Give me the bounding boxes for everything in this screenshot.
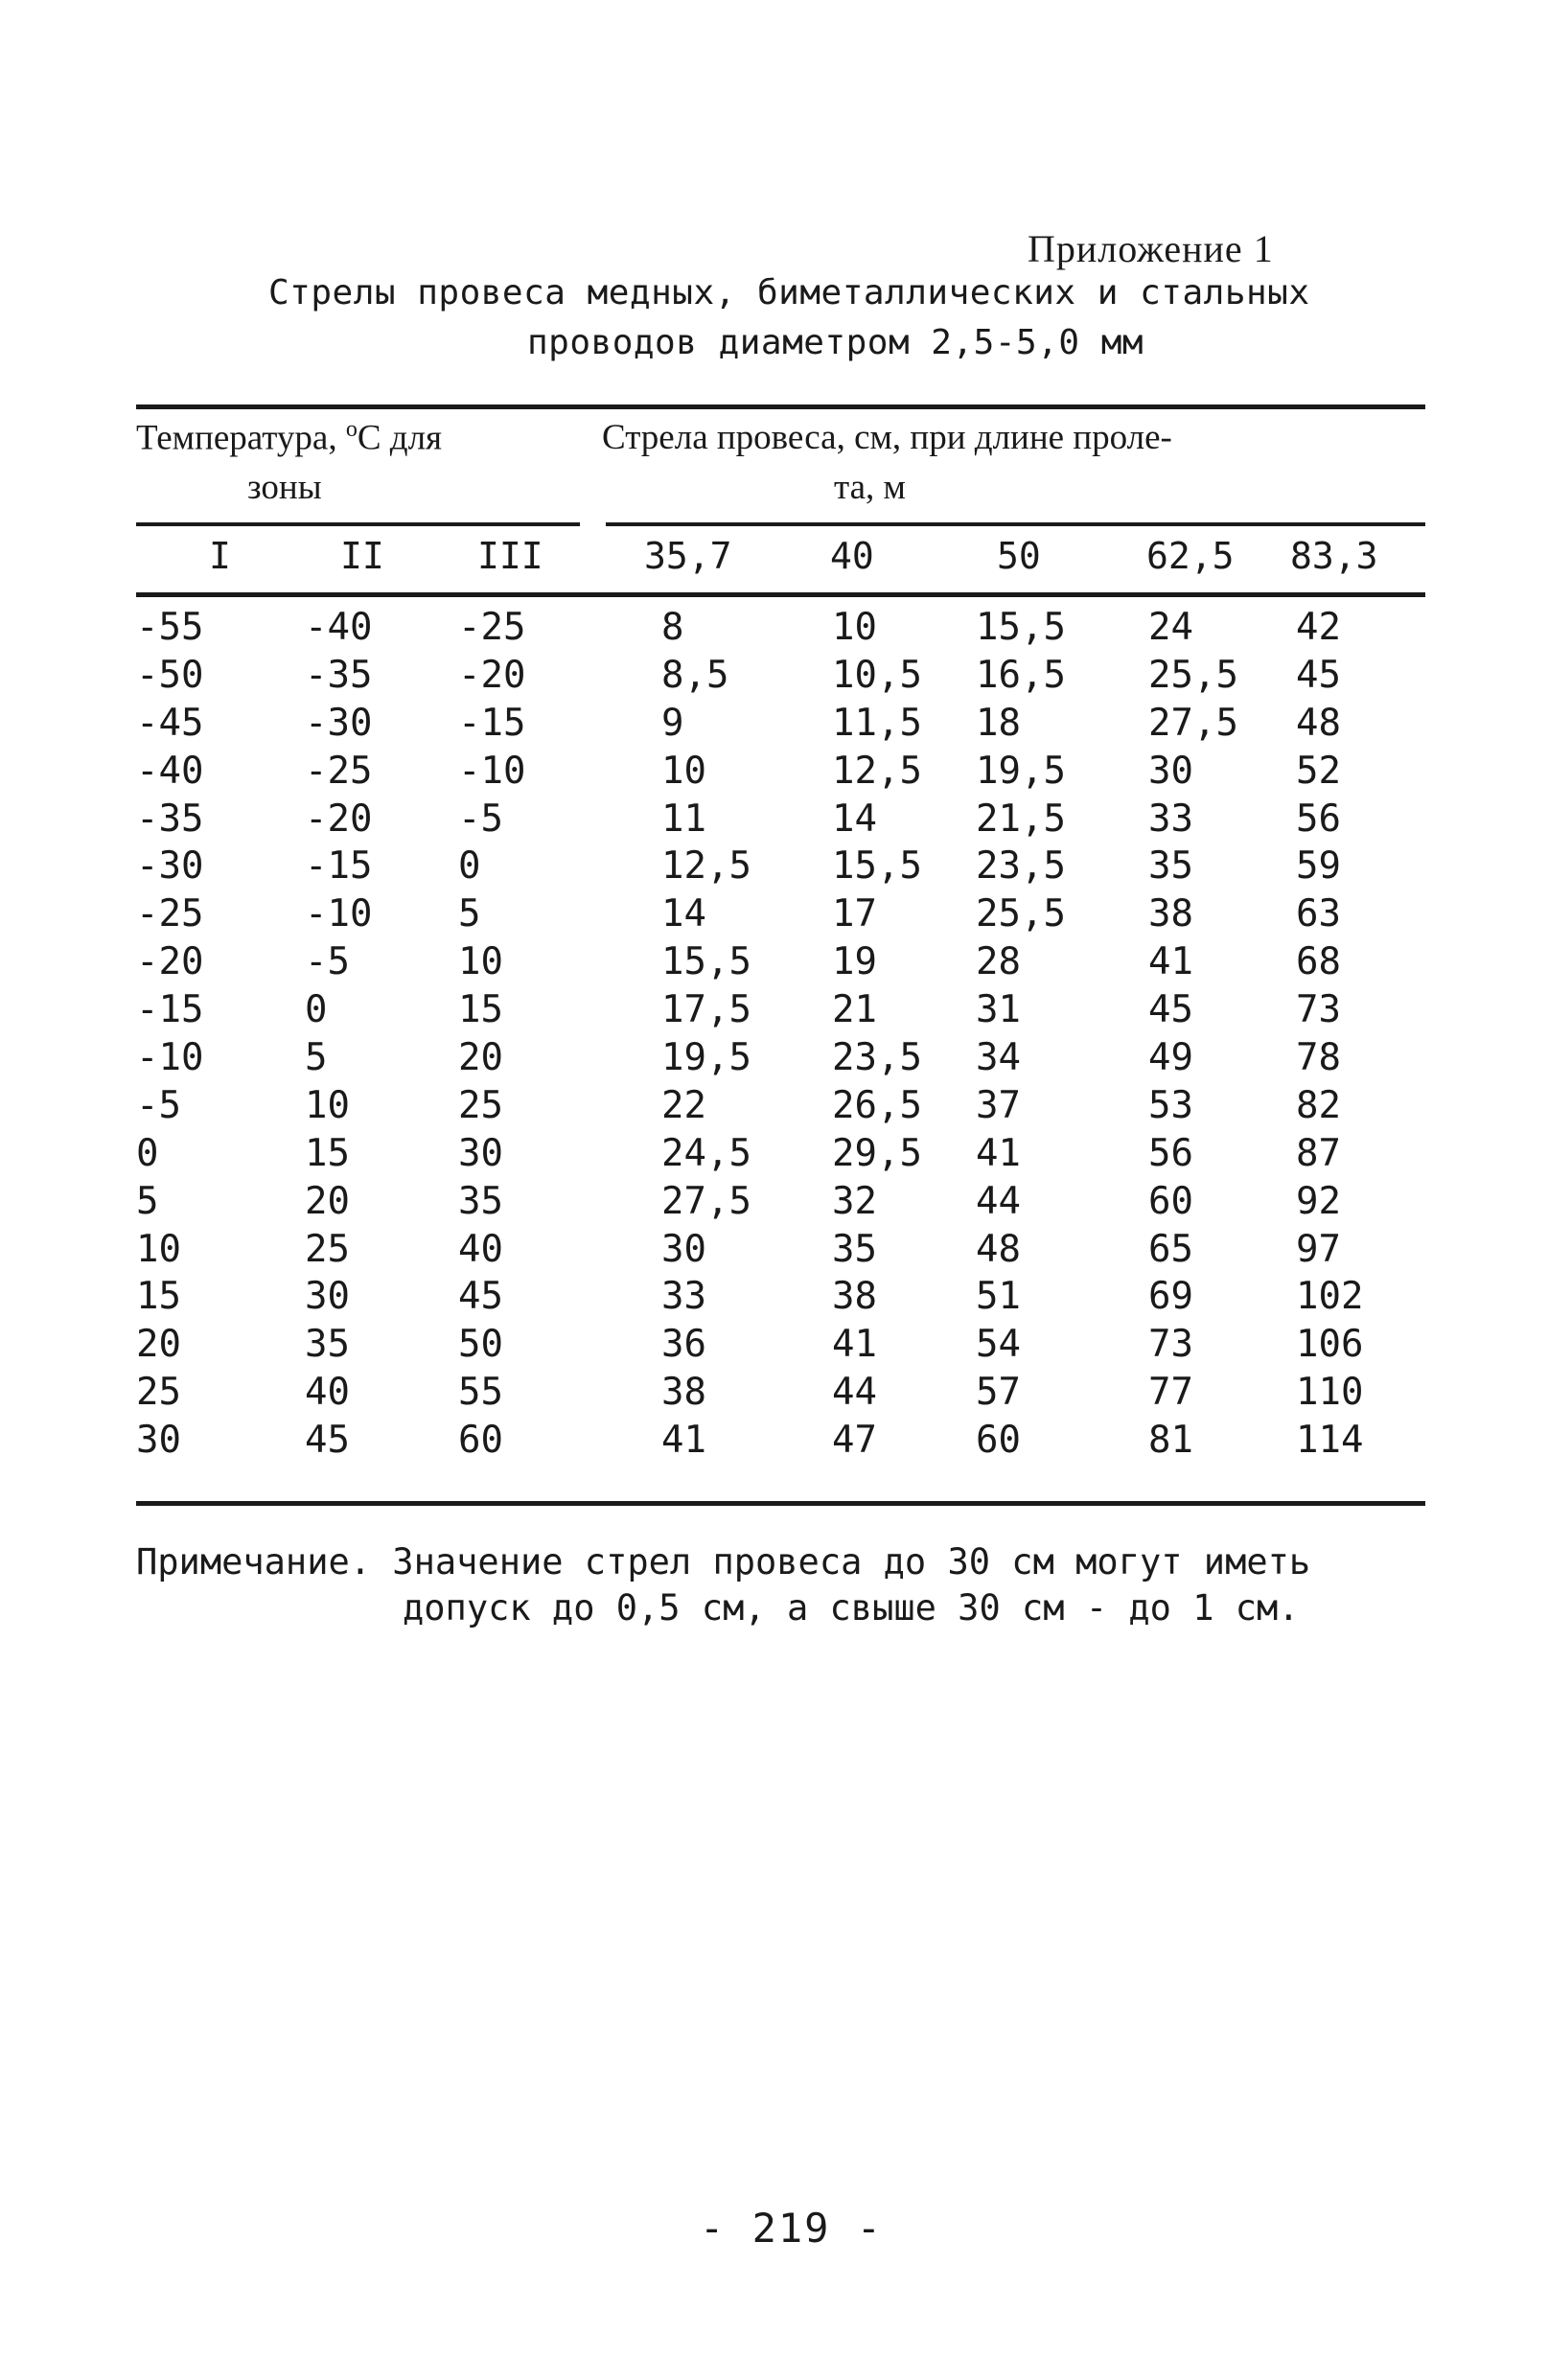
table-row: [0, 1178, 1548, 1226]
table-cell: 102: [1296, 1275, 1364, 1319]
table-cell: 47: [832, 1419, 877, 1463]
table-cell: 55: [458, 1371, 503, 1415]
table-cell: 33: [1148, 797, 1193, 841]
table-cell: -40: [136, 749, 204, 793]
table-cell: -30: [305, 701, 373, 745]
table-cell: 56: [1148, 1131, 1193, 1175]
table-cell: -25: [458, 606, 526, 649]
table-cell: 40: [305, 1371, 350, 1415]
table-cell: 81: [1148, 1419, 1193, 1463]
table-cell: 63: [1296, 892, 1341, 936]
table-cell: 41: [1148, 940, 1193, 984]
table-cell: 92: [1296, 1179, 1341, 1223]
table-cell: -5: [458, 797, 503, 841]
table-cell: -40: [305, 606, 373, 649]
table-cell: -10: [136, 1036, 204, 1080]
table-cell: 17,5: [661, 988, 751, 1032]
table-cell: -5: [136, 1083, 181, 1127]
table-row: [0, 748, 1548, 796]
header-sag-line2: та, м: [834, 468, 906, 507]
table-cell: 35: [458, 1179, 503, 1223]
table-cell: -20: [136, 940, 204, 984]
table-cell: 29,5: [832, 1131, 922, 1175]
table-cell: -15: [136, 988, 204, 1032]
table-cell: 106: [1296, 1323, 1364, 1367]
table-row: [0, 1082, 1548, 1130]
table-cell: 8: [661, 606, 684, 649]
table-cell: 30: [661, 1227, 706, 1271]
table-cell: 65: [1148, 1227, 1193, 1271]
table-cell: 60: [1148, 1179, 1193, 1223]
table-cell: 25,5: [976, 892, 1066, 936]
table-cell: 23,5: [832, 1036, 922, 1080]
table-cell: -20: [305, 797, 373, 841]
table-cell: -30: [136, 844, 204, 889]
table-cell: 15: [458, 988, 503, 1032]
table-cell: 15,5: [832, 844, 922, 889]
table-cell: -5: [305, 940, 350, 984]
table-cell: -10: [305, 892, 373, 936]
appendix-label: Приложение 1: [1028, 227, 1274, 270]
table-cell: 22: [661, 1083, 706, 1127]
table-cell: -45: [136, 701, 204, 745]
table-cell: 30: [458, 1131, 503, 1175]
table-cell: -50: [136, 653, 204, 697]
data-table-body: [0, 604, 1548, 1465]
table-row: [0, 604, 1548, 652]
table-cell: 0: [136, 1131, 159, 1175]
table-cell: 15,5: [976, 606, 1066, 649]
table-cell: 10: [458, 940, 503, 984]
table-cell: 8,5: [661, 653, 729, 697]
table-cell: 30: [1148, 749, 1193, 793]
column-header: 35,7: [644, 535, 732, 577]
table-caption-line2: проводов диаметром 2,5-5,0 мм: [527, 323, 1144, 362]
table-cell: 33: [661, 1275, 706, 1319]
table-row: [0, 843, 1548, 890]
table-cell: 38: [832, 1275, 877, 1319]
table-row: [0, 1321, 1548, 1369]
table-cell: 110: [1296, 1371, 1364, 1415]
table-cell: 53: [1148, 1083, 1193, 1127]
table-cell: 18: [976, 701, 1021, 745]
table-cell: 36: [661, 1323, 706, 1367]
table-cell: 40: [458, 1227, 503, 1271]
table-cell: 38: [661, 1371, 706, 1415]
table-row: [0, 1226, 1548, 1274]
table-cell: 87: [1296, 1131, 1341, 1175]
table-cell: -15: [458, 701, 526, 745]
table-cell: 45: [1148, 988, 1193, 1032]
table-cell: 27,5: [661, 1179, 751, 1223]
table-cell: 44: [832, 1371, 877, 1415]
table-cell: 50: [458, 1323, 503, 1367]
table-cell: 17: [832, 892, 877, 936]
table-cell: 11: [661, 797, 706, 841]
note-line2: допуск до 0,5 см, а свыше 30 см - до 1 см.: [403, 1587, 1300, 1629]
table-cell: 20: [305, 1179, 350, 1223]
column-header: 50: [997, 535, 1041, 577]
table-cell: 60: [976, 1419, 1021, 1463]
table-cell: 56: [1296, 797, 1341, 841]
table-cell: 14: [832, 797, 877, 841]
table-cell: 44: [976, 1179, 1021, 1223]
table-cell: 68: [1296, 940, 1341, 984]
header-temperature-line2: зоны: [247, 468, 322, 507]
column-header: 83,3: [1290, 535, 1378, 577]
table-row: [0, 1130, 1548, 1178]
table-cell: 19,5: [661, 1036, 751, 1080]
table-cell: 34: [976, 1036, 1021, 1080]
table-cell: -10: [458, 749, 526, 793]
table-cell: 24: [1148, 606, 1193, 649]
table-cell: 73: [1296, 988, 1341, 1032]
table-cell: 45: [458, 1275, 503, 1319]
table-cell: 42: [1296, 606, 1341, 649]
table-cell: 48: [1296, 701, 1341, 745]
note-line1: Примечание. Значение стрел провеса до 30 см могут иметь: [136, 1541, 1311, 1583]
table-row: [0, 986, 1548, 1034]
column-header: 62,5: [1146, 535, 1235, 577]
page-number: - 219 -: [700, 2205, 884, 2252]
table-cell: 57: [976, 1371, 1021, 1415]
table-cell: 45: [1296, 653, 1341, 697]
table-cell: -35: [305, 653, 373, 697]
column-header: III: [477, 535, 543, 577]
table-cell: -20: [458, 653, 526, 697]
table-cell: 12,5: [661, 844, 751, 889]
table-cell: 54: [976, 1323, 1021, 1367]
table-cell: 21: [832, 988, 877, 1032]
table-cell: 19: [832, 940, 877, 984]
table-cell: 10: [305, 1083, 350, 1127]
table-cell: 28: [976, 940, 1021, 984]
table-cell: 16,5: [976, 653, 1066, 697]
table-row: [0, 652, 1548, 700]
table-cell: 15,5: [661, 940, 751, 984]
column-header: 40: [830, 535, 874, 577]
table-cell: 51: [976, 1275, 1021, 1319]
header-sag-line1: Стрела провеса, см, при длине проле-: [602, 418, 1172, 457]
table-cell: -35: [136, 797, 204, 841]
table-caption-line1: Стрелы провеса медных, биметаллических и стальных: [268, 273, 1310, 312]
table-cell: 30: [136, 1419, 181, 1463]
table-cell: 48: [976, 1227, 1021, 1271]
table-cell: -15: [305, 844, 373, 889]
table-cell: 73: [1148, 1323, 1193, 1367]
table-cell: -55: [136, 606, 204, 649]
table-row: [0, 1273, 1548, 1321]
table-cell: 59: [1296, 844, 1341, 889]
table-row: [0, 1369, 1548, 1417]
table-row: [0, 700, 1548, 748]
table-cell: -25: [136, 892, 204, 936]
table-cell: 38: [1148, 892, 1193, 936]
table-top-rule: [136, 404, 1425, 409]
table-cell: 45: [305, 1419, 350, 1463]
table-cell: 37: [976, 1083, 1021, 1127]
table-row: [0, 1034, 1548, 1082]
table-cell: 12,5: [832, 749, 922, 793]
header-temperature-line1: Температура, $^о$С для: [136, 417, 443, 458]
table-cell: 23,5: [976, 844, 1066, 889]
table-cell: 9: [661, 701, 684, 745]
table-cell: 82: [1296, 1083, 1341, 1127]
table-cell: 11,5: [832, 701, 922, 745]
table-row: [0, 890, 1548, 938]
table-cell: 52: [1296, 749, 1341, 793]
header-left-underline: [136, 522, 580, 526]
table-cell: 15: [136, 1275, 181, 1319]
table-cell: 49: [1148, 1036, 1193, 1080]
table-cell: -25: [305, 749, 373, 793]
table-cell: 27,5: [1148, 701, 1238, 745]
table-cell: 10: [832, 606, 877, 649]
table-cell: 41: [832, 1323, 877, 1367]
table-cell: 25: [136, 1371, 181, 1415]
table-cell: 35: [1148, 844, 1193, 889]
table-cell: 10: [661, 749, 706, 793]
column-header: I: [209, 535, 231, 577]
table-cell: 25: [305, 1227, 350, 1271]
table-cell: 0: [458, 844, 481, 889]
table-cell: 24,5: [661, 1131, 751, 1175]
table-cell: 30: [305, 1275, 350, 1319]
table-cell: 5: [458, 892, 481, 936]
table-cell: 26,5: [832, 1083, 922, 1127]
header-right-underline: [606, 522, 1425, 526]
table-cell: 10: [136, 1227, 181, 1271]
table-cell: 77: [1148, 1371, 1193, 1415]
table-cell: 5: [136, 1179, 159, 1223]
table-cell: 41: [976, 1131, 1021, 1175]
table-cell: 19,5: [976, 749, 1066, 793]
table-cell: 20: [136, 1323, 181, 1367]
table-cell: 35: [832, 1227, 877, 1271]
table-cell: 31: [976, 988, 1021, 1032]
table-cell: 25: [458, 1083, 503, 1127]
table-row: [0, 1417, 1548, 1465]
table-cell: 32: [832, 1179, 877, 1223]
table-row: [0, 938, 1548, 986]
table-cell: 60: [458, 1419, 503, 1463]
table-cell: 69: [1148, 1275, 1193, 1319]
table-cell: 21,5: [976, 797, 1066, 841]
table-cell: 41: [661, 1419, 706, 1463]
table-cell: 15: [305, 1131, 350, 1175]
table-cell: 20: [458, 1036, 503, 1080]
table-cell: 97: [1296, 1227, 1341, 1271]
table-bottom-rule: [136, 1501, 1425, 1506]
column-header-rule: [136, 592, 1425, 597]
table-cell: 5: [305, 1036, 328, 1080]
table-cell: 114: [1296, 1419, 1364, 1463]
column-header: II: [340, 535, 384, 577]
table-cell: 0: [305, 988, 328, 1032]
table-cell: 25,5: [1148, 653, 1238, 697]
table-row: [0, 796, 1548, 843]
table-cell: 78: [1296, 1036, 1341, 1080]
table-cell: 10,5: [832, 653, 922, 697]
table-cell: 14: [661, 892, 706, 936]
table-cell: 35: [305, 1323, 350, 1367]
